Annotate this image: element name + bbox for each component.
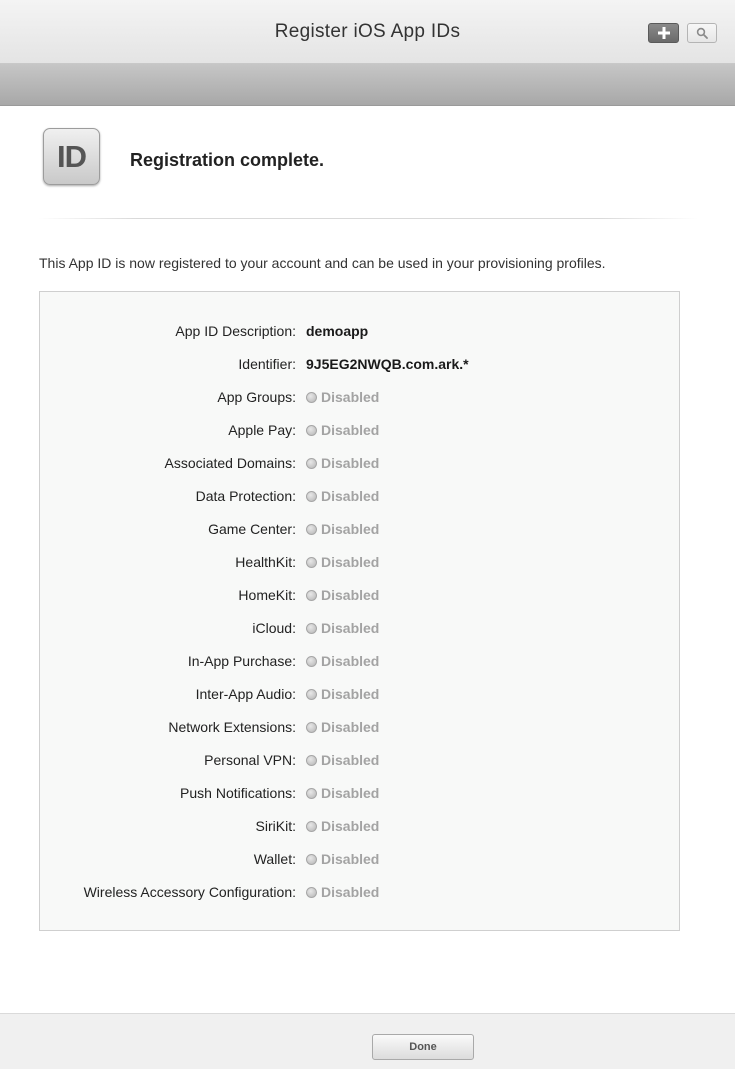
service-status [306,389,379,405]
app-id-icon-text: ID [57,138,86,174]
title-bar [0,0,735,64]
service-label: Push Notifications: [180,785,296,801]
service-label: Wireless Accessory Configuration: [83,884,296,900]
service-status [306,719,379,735]
service-row [40,818,681,838]
window-title: Register iOS App IDs [274,21,461,42]
service-label: HomeKit: [238,587,296,603]
service-row [40,653,681,673]
service-label: Associated Domains: [164,455,296,471]
intro-text: This App ID is now registered to your account and can be used in your provisioning profiles. [39,255,606,271]
service-status-text: Disabled [321,455,380,471]
detail-row-identifier [40,356,681,376]
app-id-icon [43,128,100,185]
service-status-text: Disabled [321,719,380,735]
service-status-text: Disabled [321,620,380,636]
service-status-text: Disabled [321,521,380,537]
status-dot-icon [306,722,317,733]
service-status [306,653,379,669]
details-panel [39,291,680,931]
status-dot-icon [306,788,317,799]
service-label: In-App Purchase: [187,653,296,669]
service-row [40,587,681,607]
status-dot-icon [306,590,317,601]
service-label: Data Protection: [195,488,296,504]
service-row [40,488,681,508]
divider [38,218,698,219]
status-dot-icon [306,425,317,436]
service-row [40,884,681,904]
service-label: Personal VPN: [204,752,296,768]
service-label: Apple Pay: [228,422,296,438]
service-label: Inter-App Audio: [195,686,296,702]
service-status [306,752,379,768]
service-row [40,554,681,574]
service-status-text: Disabled [321,653,380,669]
plus-icon [657,26,671,40]
status-dot-icon [306,689,317,700]
search-icon [696,27,708,39]
status-dot-icon [306,491,317,502]
status-dot-icon [306,524,317,535]
footer-bar [0,1013,735,1069]
service-status-text: Disabled [321,554,380,570]
status-dot-icon [306,821,317,832]
service-label: App Groups: [217,389,296,405]
page-heading: Registration complete. [130,150,325,170]
service-status-text: Disabled [321,752,380,768]
service-status-text: Disabled [321,884,380,900]
service-status [306,785,379,801]
service-label: Network Extensions: [168,719,296,735]
description-value: demoapp [306,323,369,339]
identifier-label: Identifier: [238,356,296,372]
service-label: iCloud: [252,620,296,636]
service-row [40,719,681,739]
status-dot-icon [306,392,317,403]
done-button[interactable]: Done [372,1034,474,1060]
service-status [306,884,379,900]
status-dot-icon [306,557,317,568]
service-row [40,620,681,640]
status-dot-icon [306,755,317,766]
status-dot-icon [306,623,317,634]
service-status [306,521,379,537]
service-label: SiriKit: [255,818,296,834]
toolbar-strip [0,64,735,106]
service-status-text: Disabled [321,587,380,603]
service-label: Wallet: [253,851,296,867]
service-status-text: Disabled [321,851,380,867]
service-status [306,686,379,702]
status-dot-icon [306,887,317,898]
service-status [306,587,379,603]
service-label: Game Center: [208,521,296,537]
service-status [306,554,379,570]
search-button[interactable] [687,23,717,43]
service-status [306,422,379,438]
service-row [40,752,681,772]
identifier-value: 9J5EG2NWQB.com.ark.* [306,356,469,372]
service-status-text: Disabled [321,389,380,405]
service-status-text: Disabled [321,686,380,702]
service-row [40,686,681,706]
description-label: App ID Description: [175,323,296,339]
service-row [40,851,681,871]
service-status [306,851,379,867]
status-dot-icon [306,458,317,469]
service-label: HealthKit: [235,554,296,570]
status-dot-icon [306,854,317,865]
detail-row-description [40,323,681,343]
service-status [306,620,379,636]
service-status-text: Disabled [321,488,380,504]
service-status [306,818,379,834]
service-status-text: Disabled [321,422,380,438]
service-row [40,521,681,541]
service-status-text: Disabled [321,785,380,801]
service-row [40,455,681,475]
add-button[interactable] [648,23,679,43]
service-status-text: Disabled [321,818,380,834]
service-row [40,389,681,409]
service-status [306,455,379,471]
status-dot-icon [306,656,317,667]
service-status [306,488,379,504]
service-row [40,785,681,805]
service-row [40,422,681,442]
